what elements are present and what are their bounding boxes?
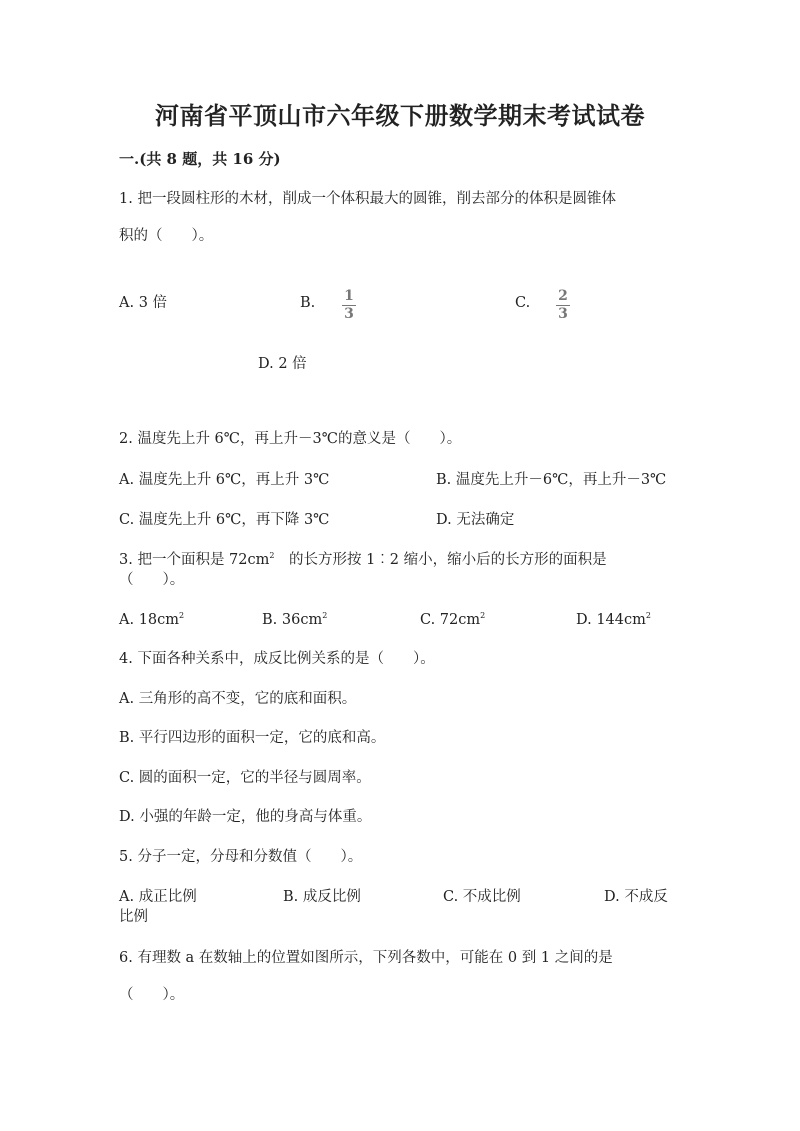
q1-stem-line2: 积的（ ）。 bbox=[119, 228, 214, 244]
q3-stem-line1 bbox=[119, 551, 607, 569]
fraction-numerator: 2 bbox=[558, 288, 568, 304]
q5-option-c: C. 不成比例 bbox=[443, 889, 521, 905]
q1-option-c-fraction bbox=[555, 289, 571, 322]
q1-option-d: D. 2 倍 bbox=[258, 356, 307, 372]
q3-option-d bbox=[576, 611, 651, 629]
q2-option-d: D. 无法确定 bbox=[436, 512, 515, 528]
q1-stem-line1: 1. 把一段圆柱形的木材，削成一个体积最大的圆锥，削去部分的体积是圆锥体 bbox=[119, 191, 616, 207]
q4-option-d: D. 小强的年龄一定，他的身高与体重。 bbox=[119, 809, 372, 825]
superscript: 2 bbox=[480, 611, 486, 620]
q3-stem-pre: 3. 把一个面积是 72cm bbox=[119, 552, 270, 568]
q3-stem-line2: （ ）。 bbox=[119, 572, 185, 588]
fraction-denominator: 3 bbox=[344, 306, 354, 322]
q4-option-b: B. 平行四边形的面积一定，它的底和高。 bbox=[119, 730, 386, 746]
q4-stem: 4. 下面各种关系中，成反比例关系的是（ ）。 bbox=[119, 651, 435, 667]
q3-option-d-text: D. 144cm bbox=[576, 612, 646, 628]
section-heading: 一.(共 8 题，共 16 分) bbox=[119, 150, 281, 168]
q3-option-c-text: C. 72cm bbox=[420, 612, 481, 628]
q5-option-a: A. 成正比例 bbox=[119, 889, 197, 905]
q3-stem-post: 的长方形按 1︰2 缩小，缩小后的长方形的面积是 bbox=[274, 552, 607, 568]
q2-stem: 2. 温度先上升 6℃，再上升－3℃的意义是（ ）。 bbox=[119, 431, 462, 447]
superscript: 2 bbox=[322, 611, 328, 620]
q5-option-d-line2: 比例 bbox=[119, 909, 148, 925]
q3-option-b bbox=[262, 611, 327, 629]
q5-stem: 5. 分子一定，分母和分数值（ ）。 bbox=[119, 849, 363, 865]
superscript: 2 bbox=[179, 611, 185, 620]
q3-option-a bbox=[119, 611, 184, 629]
q1-option-b-label: B. bbox=[300, 295, 316, 311]
q1-option-b-fraction bbox=[341, 289, 357, 322]
q3-option-b-text: B. 36cm bbox=[262, 612, 323, 628]
q5-option-b: B. 成反比例 bbox=[283, 889, 361, 905]
superscript: 2 bbox=[269, 551, 275, 560]
fraction-denominator: 3 bbox=[558, 306, 568, 322]
q6-stem-line1: 6. 有理数 a 在数轴上的位置如图所示，下列各数中，可能在 0 到 1 之间的是 bbox=[119, 950, 613, 966]
q2-option-c: C. 温度先上升 6℃，再下降 3℃ bbox=[119, 512, 330, 528]
q4-option-c: C. 圆的面积一定，它的半径与圆周率。 bbox=[119, 770, 371, 786]
superscript: 2 bbox=[645, 611, 651, 620]
q3-option-a-text: A. 18cm bbox=[119, 612, 180, 628]
q1-option-c-label: C. bbox=[515, 295, 531, 311]
q2-option-b: B. 温度先上升－6℃，再上升－3℃ bbox=[436, 472, 667, 488]
q6-stem-line2: （ ）。 bbox=[119, 987, 185, 1003]
q4-option-a: A. 三角形的高不变，它的底和面积。 bbox=[119, 691, 357, 707]
q3-option-c bbox=[420, 611, 485, 629]
page-title: 河南省平顶山市六年级下册数学期末考试试卷 bbox=[155, 101, 645, 130]
q2-option-a: A. 温度先上升 6℃，再上升 3℃ bbox=[119, 472, 330, 488]
q1-option-a: A. 3 倍 bbox=[119, 295, 168, 311]
q5-option-d-line1: D. 不成反 bbox=[604, 889, 668, 905]
fraction-numerator: 1 bbox=[344, 288, 354, 304]
